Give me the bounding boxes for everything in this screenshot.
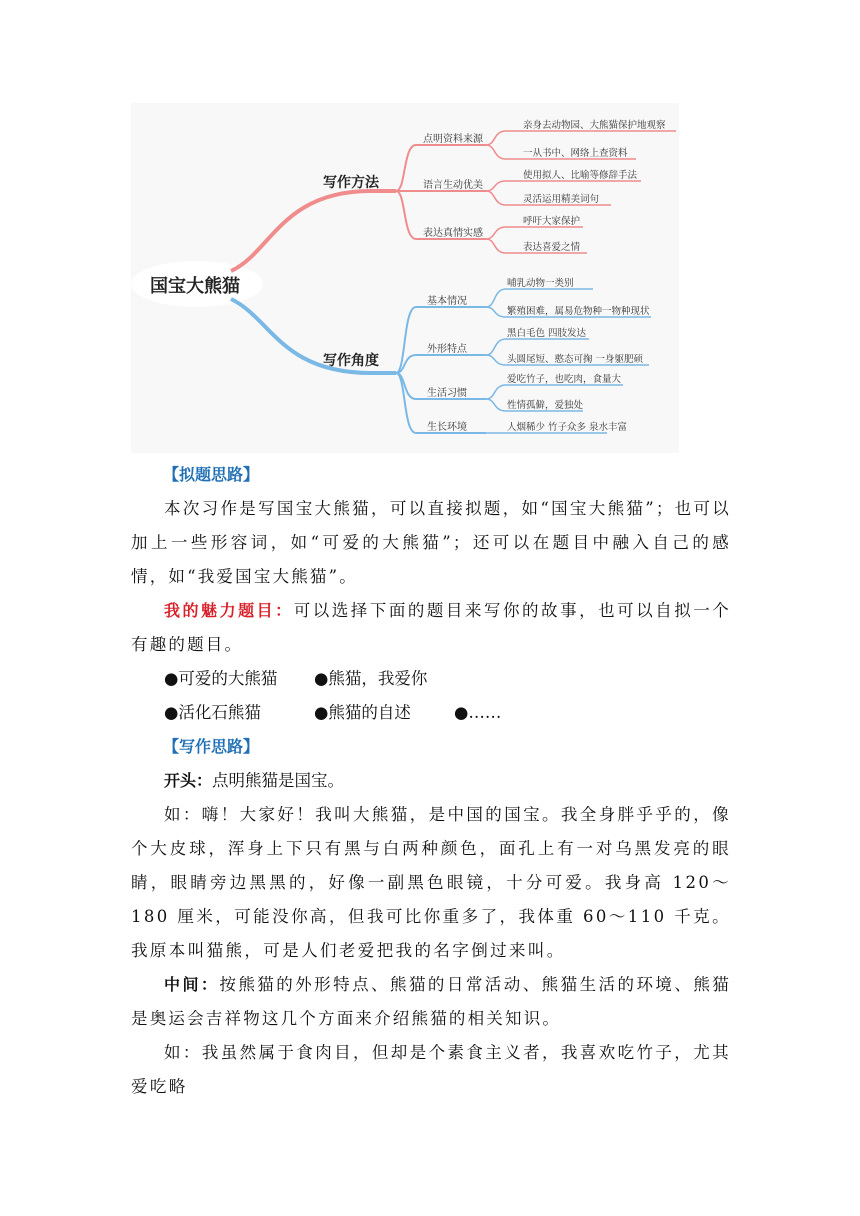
leaf-label: 繁殖困难，属易危物种一物种现状 xyxy=(507,306,650,317)
leaf-label: 表达喜爱之情 xyxy=(523,242,581,253)
sub-label: 点明资料来源 xyxy=(423,134,483,145)
middle-example-paragraph: 如：我虽然属于食肉目，但却是个素食主义者，我喜欢吃竹子，尤其爱吃略 xyxy=(131,1043,731,1096)
title-ideas-paragraph: 本次习作是写国宝大熊猫，可以直接拟题，如“国宝大熊猫”；也可以加上一些形容词，如“可爱的大熊猫”；还可以在题目中融入自己的感情，如“我爱国宝大熊猫”。 xyxy=(131,499,731,586)
leaf-label: 头圆尾短、憨态可掬 一身躯肥硕 xyxy=(507,354,644,365)
middle-text: 按熊猫的外形特点、熊猫的日常活动、熊猫生活的环境、熊猫是奥运会吉祥物这几个方面来介绍熊猫的相关知识。 xyxy=(131,975,731,1028)
branch-method-line xyxy=(231,191,396,271)
leaf-label: 性情孤僻，爱独处 xyxy=(507,400,584,411)
title-option: ●熊猫，我爱你 xyxy=(314,669,428,688)
leaf-label: 哺乳动物一类别 xyxy=(507,278,574,289)
sub-label: 表达真情实感 xyxy=(423,228,483,239)
charm-title-label: 我的魅力题目： xyxy=(164,601,294,620)
leaf-line xyxy=(486,181,641,191)
title-options-row-2 xyxy=(131,696,731,730)
leaf-label: 灵活运用精美词句 xyxy=(523,194,600,205)
opening-paragraph xyxy=(131,764,731,798)
sub-label: 生长环境 xyxy=(427,422,467,433)
title-option: ●熊猫的自述 xyxy=(314,703,411,722)
title-option: ●活化石熊猫 xyxy=(164,703,261,722)
mind-map xyxy=(131,103,679,453)
sub-label: 基本情况 xyxy=(427,296,467,307)
charm-title-text: 可以选择下面的题目来写你的故事，也可以自拟一个有趣的题目。 xyxy=(131,601,731,654)
opening-text: 点明熊猫是国宝。 xyxy=(212,771,345,790)
leaf-line xyxy=(486,131,676,145)
section-heading-writing-ideas: 【写作思路】 xyxy=(163,737,260,756)
document-body xyxy=(131,458,731,1104)
leaf-line xyxy=(486,385,623,399)
opening-label: 开头： xyxy=(164,771,213,790)
leaf-label: 黑白毛色 四肢发达 xyxy=(507,328,587,339)
title-option: ●…… xyxy=(454,703,502,722)
section-heading-title-ideas: 【拟题思路】 xyxy=(163,465,260,484)
sub-label: 外形特点 xyxy=(427,344,467,355)
leaf-label: 人烟稀少 竹子众多 泉水丰富 xyxy=(507,422,628,433)
opening-example-paragraph: 如：嗨！大家好！我叫大熊猫，是中国的国宝。我全身胖乎乎的，像个大皮球，浑身上下只有黑与白两种颜色，面孔上有一对乌黑发亮的眼睛，眼睛旁边黑黑的，好像一副黑色眼镜，十分可爱。我身高 120～180 厘米，可能没你高，但我可比你重多了，我体重 60～110 千克。我原本叫猫熊，可是人们老爱把我的名字倒过来叫。 xyxy=(131,805,731,960)
sub-label: 生活习惯 xyxy=(427,388,467,399)
mind-map-root-label: 国宝大熊猫 xyxy=(150,276,240,297)
branch-method-label: 写作方法 xyxy=(323,175,379,191)
sub-line xyxy=(396,307,486,373)
title-option: ●可爱的大熊猫 xyxy=(164,669,278,688)
sub-label: 语言生动优美 xyxy=(423,180,483,191)
title-options-row-1 xyxy=(131,662,731,696)
leaf-line xyxy=(486,339,589,355)
mind-map-graphic xyxy=(131,103,679,453)
leaf-label: 使用拟人、比喻等修辞手法 xyxy=(523,170,638,181)
leaf-line xyxy=(486,227,583,239)
charm-title-paragraph xyxy=(131,594,731,662)
leaf-label: 爱吃竹子，也吃肉，食量大 xyxy=(507,374,622,385)
leaf-label: 一从书中、网络上查资料 xyxy=(523,148,628,159)
leaf-line xyxy=(486,289,593,307)
sub-line xyxy=(396,355,486,373)
middle-paragraph xyxy=(131,968,731,1036)
leaf-label: 亲身去动物园、大熊猫保护地观察 xyxy=(523,120,666,131)
branch-angle-label: 写作角度 xyxy=(323,353,379,369)
middle-label: 中间： xyxy=(164,975,220,994)
leaf-label: 呼吁大家保护 xyxy=(523,216,581,227)
